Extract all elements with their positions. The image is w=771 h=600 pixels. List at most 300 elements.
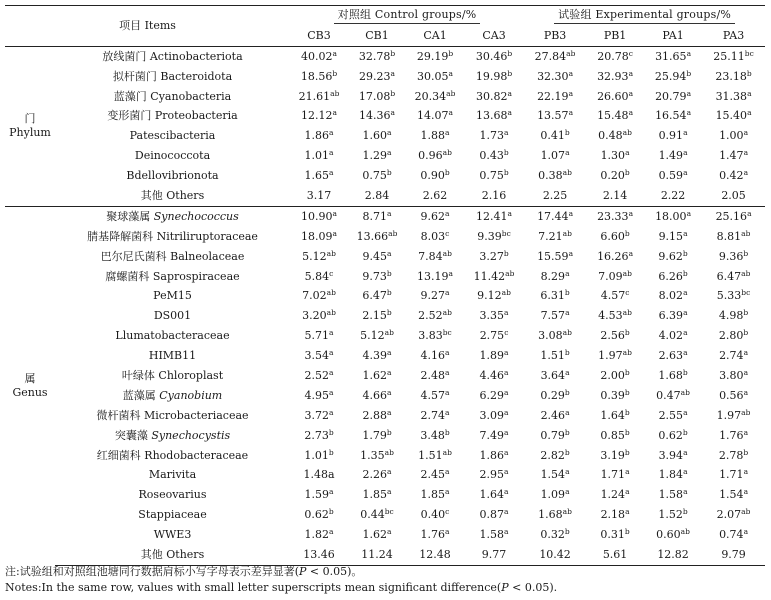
significance-superscript: a: [387, 348, 392, 358]
table-row: [5, 46, 765, 66]
table-row: [5, 465, 765, 485]
significance-superscript: b: [624, 367, 630, 377]
value-cell: 2.56$^b$: [600, 328, 630, 343]
value-cell: 16.26$^a$: [597, 248, 634, 263]
value-cell: 0.47$^{ab}$: [656, 387, 690, 402]
significance-superscript: a: [504, 507, 509, 517]
significance-superscript: a: [387, 367, 392, 377]
value-cell: 0.60$^{ab}$: [656, 527, 690, 542]
table-row: [5, 186, 765, 206]
value-cell: 6.47$^{ab}$: [716, 268, 751, 283]
significance-superscript: a: [387, 527, 392, 537]
items-header: 项目 Items: [5, 6, 290, 47]
value-cell: 2.74$^a$: [420, 407, 450, 422]
value-cell: 26.60$^a$: [597, 88, 634, 103]
value-cell: 2.14: [602, 188, 628, 202]
value-cell: 0.31$^b$: [600, 527, 630, 542]
value-cell: 0.79$^b$: [540, 427, 570, 442]
significance-superscript: c: [445, 507, 450, 517]
significance-superscript: b: [624, 447, 630, 457]
value-cell: 2.73$^b$: [304, 427, 334, 442]
significance-superscript: a: [683, 348, 688, 358]
value-cell: 1.47$^a$: [719, 148, 749, 163]
value-cell: 2.75$^c$: [479, 328, 509, 343]
value-cell: 4.39$^a$: [362, 348, 392, 363]
value-cell: 3.17: [306, 188, 332, 202]
significance-superscript: b: [746, 68, 752, 78]
taxon-name: HIMB11: [148, 349, 197, 363]
value-cell: 6.39$^a$: [658, 308, 688, 323]
value-cell: 13.68$^a$: [476, 108, 513, 123]
value-cell: 3.94$^a$: [658, 447, 688, 462]
significance-superscript: a: [683, 328, 688, 338]
significance-superscript: b: [448, 48, 454, 58]
significance-superscript: c: [625, 288, 630, 298]
significance-superscript: bc: [501, 228, 511, 238]
value-cell: 13.57$^a$: [537, 108, 574, 123]
value-cell: 9.62$^b$: [658, 248, 688, 263]
significance-superscript: a: [565, 148, 570, 158]
value-cell: 2.46$^a$: [540, 407, 570, 422]
table-row: [5, 406, 765, 426]
table-row: [5, 166, 765, 186]
value-cell: 3.54$^a$: [304, 348, 334, 363]
significance-superscript: a: [686, 48, 692, 58]
significance-superscript: b: [564, 128, 570, 138]
column-header-pb1: PB1: [586, 26, 644, 46]
significance-superscript: ab: [446, 88, 456, 98]
significance-superscript: ab: [741, 407, 751, 417]
value-cell: 15.40$^a$: [715, 108, 752, 123]
value-cell: 17.08$^b$: [358, 88, 396, 103]
taxon-name: 聚球藻属 Synechococcus: [55, 206, 290, 226]
significance-superscript: ab: [562, 168, 572, 178]
column-header-cb3: CB3: [290, 26, 348, 46]
taxon-name: Marivita: [148, 468, 197, 482]
significance-superscript: a: [683, 467, 688, 477]
significance-superscript: a: [387, 248, 392, 258]
significance-superscript: ab: [442, 148, 452, 158]
significance-superscript: a: [625, 467, 630, 477]
value-cell: 30.05$^a$: [417, 68, 453, 83]
significance-superscript: a: [625, 487, 630, 497]
value-cell: 2.52$^a$: [304, 367, 334, 382]
significance-superscript: b: [682, 268, 688, 278]
value-cell: 1.71$^a$: [600, 467, 630, 482]
value-cell: 6.26$^b$: [658, 268, 688, 283]
significance-superscript: a: [387, 407, 392, 417]
value-cell: 0.74$^a$: [719, 527, 749, 542]
significance-superscript: a: [445, 407, 450, 417]
taxon-name: PeM15: [153, 289, 192, 303]
value-cell: 7.21$^{ab}$: [538, 228, 572, 243]
value-cell: 11.42$^{ab}$: [473, 268, 515, 283]
significance-superscript: a: [683, 168, 688, 178]
value-cell: 0.40$^c$: [420, 507, 450, 522]
group-label-genus: 属 Genus: [5, 206, 55, 565]
value-cell: 25.94$^b$: [654, 68, 692, 83]
value-cell: 20.78$^c$: [597, 48, 633, 63]
significance-superscript: ab: [388, 228, 398, 238]
significance-superscript: a: [683, 228, 688, 238]
value-cell: 14.07$^a$: [417, 108, 453, 123]
significance-superscript: a: [743, 527, 749, 537]
value-cell: 3.19$^b$: [600, 447, 630, 462]
table-row: [5, 286, 765, 306]
significance-superscript: b: [624, 407, 630, 417]
taxon-name: 其他 Others: [55, 545, 290, 565]
significance-superscript: a: [329, 387, 334, 397]
value-cell: 2.48$^a$: [420, 367, 450, 382]
value-cell: 31.38$^a$: [715, 88, 752, 103]
value-cell: 30.46$^b$: [475, 48, 513, 63]
value-cell: 1.76$^a$: [719, 427, 749, 442]
value-cell: 16.54$^a$: [655, 108, 692, 123]
significance-superscript: ab: [622, 268, 632, 278]
value-cell: 9.39$^{bc}$: [477, 228, 511, 243]
value-cell: 7.02$^{ab}$: [302, 288, 336, 303]
significance-superscript: a: [504, 128, 509, 138]
significance-superscript: ab: [442, 248, 452, 258]
significance-superscript: bc: [744, 48, 754, 58]
value-cell: 2.95$^a$: [479, 467, 509, 482]
value-cell: 5.61: [586, 545, 644, 565]
value-cell: 15.59$^a$: [537, 248, 574, 263]
significance-superscript: b: [564, 288, 570, 298]
significance-superscript: a: [568, 108, 574, 118]
significance-superscript: b: [682, 507, 688, 517]
significance-superscript: a: [329, 148, 334, 158]
value-cell: 1.85$^a$: [420, 487, 450, 502]
significance-superscript: a: [683, 308, 688, 318]
value-cell: 1.59$^a$: [304, 487, 334, 502]
value-cell: 5.84$^c$: [304, 268, 334, 283]
significance-superscript: a: [329, 487, 334, 497]
significance-superscript: a: [628, 108, 634, 118]
value-cell: 27.84$^{ab}$: [534, 48, 576, 63]
column-header-pa1: PA1: [644, 26, 702, 46]
value-cell: 1.30$^a$: [600, 148, 630, 163]
value-cell: 8.71$^a$: [348, 206, 406, 226]
significance-superscript: a: [504, 367, 509, 377]
significance-superscript: b: [386, 168, 392, 178]
significance-superscript: a: [743, 387, 749, 397]
significance-superscript: a: [445, 208, 450, 218]
significance-superscript: b: [386, 288, 392, 298]
significance-superscript: a: [747, 88, 752, 98]
value-cell: 9.27$^a$: [420, 288, 450, 303]
significance-superscript: a: [445, 387, 450, 397]
value-cell: 22.19$^a$: [537, 88, 574, 103]
significance-superscript: a: [504, 527, 509, 537]
value-cell: 9.73$^b$: [362, 268, 392, 283]
significance-superscript: b: [444, 168, 450, 178]
value-cell: 2.00$^b$: [600, 367, 630, 382]
value-cell: 32.30$^a$: [537, 68, 574, 83]
value-cell: 1.29$^a$: [362, 148, 392, 163]
table-row: [5, 87, 765, 107]
significance-superscript: a: [504, 387, 509, 397]
taxon-name: Llumatobacteraceae: [115, 329, 230, 343]
table-row: [5, 446, 765, 466]
value-cell: 30.82$^a$: [476, 88, 513, 103]
significance-superscript: a: [628, 248, 634, 258]
value-cell: 0.44$^{bc}$: [360, 507, 394, 522]
value-cell: 5.33$^{bc}$: [716, 288, 751, 303]
significance-superscript: b: [390, 88, 396, 98]
value-cell: 9.36$^b$: [718, 248, 749, 263]
value-cell: 1.79$^b$: [362, 427, 392, 442]
value-cell: 1.84$^a$: [658, 467, 688, 482]
value-cell: 2.52$^{ab}$: [418, 308, 452, 323]
value-cell: 1.58$^a$: [479, 527, 509, 542]
significance-superscript: a: [387, 467, 392, 477]
value-cell: 1.62$^a$: [362, 367, 392, 382]
value-cell: 2.88$^a$: [362, 407, 392, 422]
value-cell: 3.48$^b$: [420, 427, 450, 442]
significance-superscript: ab: [326, 308, 336, 318]
significance-superscript: a: [683, 407, 688, 417]
value-cell: 0.59$^a$: [658, 168, 688, 183]
value-cell: 3.72$^a$: [304, 407, 334, 422]
significance-superscript: a: [743, 487, 749, 497]
note-chinese: 注:试验组和对照组池塘同行数据肩标小写字母表示差异显著(P < 0.05)。: [5, 565, 363, 578]
value-cell: 9.15$^a$: [658, 228, 688, 243]
significance-superscript: a: [565, 467, 570, 477]
value-cell: 1.97$^{ab}$: [598, 348, 632, 363]
value-cell: 1.49$^a$: [658, 148, 688, 163]
value-cell: 3.64$^a$: [540, 367, 570, 382]
value-cell: 1.52$^b$: [658, 507, 688, 522]
value-cell: 4.66$^a$: [362, 387, 392, 402]
significance-superscript: a: [628, 208, 634, 218]
table-row: [5, 386, 765, 406]
taxon-name: 变形菌门 Proteobacteria: [107, 109, 238, 123]
value-cell: 13.46: [290, 545, 348, 565]
significance-superscript: b: [507, 48, 513, 58]
value-cell: 1.54$^a$: [719, 487, 749, 502]
significance-superscript: b: [564, 527, 570, 537]
value-cell: 3.80$^a$: [719, 367, 749, 382]
significance-superscript: b: [444, 427, 450, 437]
control-group-header: 对照组 Control groups/%: [290, 6, 524, 26]
significance-superscript: a: [445, 487, 450, 497]
value-cell: 0.43$^b$: [479, 148, 509, 163]
value-cell: 1.01$^b$: [304, 447, 334, 462]
significance-superscript: ab: [562, 328, 572, 338]
value-cell: 1.82$^a$: [304, 527, 334, 542]
value-cell: 1.76$^a$: [420, 527, 450, 542]
significance-superscript: b: [564, 427, 570, 437]
value-cell: 18.56$^b$: [300, 68, 338, 83]
value-cell: 0.41$^b$: [540, 128, 570, 143]
value-cell: 5.12$^{ab}$: [302, 248, 336, 263]
value-cell: 7.49$^a$: [479, 427, 509, 442]
significance-superscript: a: [686, 208, 692, 218]
value-cell: 20.79$^a$: [655, 88, 692, 103]
value-cell: 25.11$^{bc}$: [713, 48, 754, 63]
significance-superscript: a: [568, 68, 574, 78]
significance-superscript: b: [503, 248, 509, 258]
table-row: [5, 525, 765, 545]
significance-superscript: b: [332, 68, 338, 78]
significance-superscript: ab: [741, 268, 751, 278]
significance-superscript: a: [387, 128, 392, 138]
value-cell: 0.85$^b$: [600, 427, 630, 442]
significance-superscript: a: [743, 128, 749, 138]
value-cell: 4.46$^a$: [479, 367, 509, 382]
significance-superscript: a: [332, 208, 337, 218]
taxon-name: Deinococcota: [134, 149, 211, 163]
table-row: [5, 206, 765, 226]
value-cell: 1.07$^a$: [540, 148, 570, 163]
significance-superscript: a: [743, 168, 749, 178]
value-cell: 2.84: [364, 188, 390, 202]
value-cell: 2.62: [422, 188, 448, 202]
significance-superscript: a: [507, 88, 513, 98]
taxon-name: Patescibacteria: [129, 129, 216, 143]
value-cell: 1.24$^a$: [600, 487, 630, 502]
value-cell: 4.57$^a$: [420, 387, 450, 402]
significance-superscript: a: [565, 268, 570, 278]
significance-superscript: ab: [622, 308, 632, 318]
significance-superscript: c: [504, 328, 509, 338]
significance-superscript: b: [682, 248, 688, 258]
value-cell: 9.12$^{ab}$: [477, 288, 511, 303]
significance-superscript: b: [564, 447, 570, 457]
value-cell: 4.57$^c$: [600, 288, 630, 303]
significance-superscript: ab: [501, 288, 511, 298]
significance-superscript: a: [686, 108, 692, 118]
value-cell: 1.01$^a$: [304, 148, 334, 163]
value-cell: 1.71$^a$: [719, 467, 749, 482]
significance-superscript: a: [683, 447, 688, 457]
value-cell: 1.68$^{ab}$: [538, 507, 572, 522]
significance-superscript: ab: [442, 447, 452, 457]
value-cell: 2.18$^a$: [600, 507, 630, 522]
significance-superscript: a: [568, 208, 574, 218]
value-cell: 3.83$^{bc}$: [418, 328, 452, 343]
value-cell: 19.98$^b$: [475, 68, 513, 83]
value-cell: 0.91$^a$: [658, 128, 688, 143]
significance-superscript: ab: [741, 228, 751, 238]
significance-superscript: a: [743, 427, 749, 437]
value-cell: 20.34$^{ab}$: [414, 88, 456, 103]
value-cell: 14.36$^a$: [359, 108, 395, 123]
value-cell: 29.19$^b$: [416, 48, 454, 63]
significance-superscript: b: [564, 348, 570, 358]
table-row: [5, 247, 765, 267]
significance-superscript: b: [743, 328, 749, 338]
significance-superscript: b: [624, 427, 630, 437]
value-cell: 1.88$^a$: [420, 128, 450, 143]
value-cell: 2.16: [481, 188, 507, 202]
significance-superscript: a: [747, 208, 752, 218]
significance-superscript: a: [747, 108, 752, 118]
value-cell: 15.48$^a$: [597, 108, 634, 123]
value-cell: 1.35$^{ab}$: [360, 447, 394, 462]
significance-superscript: bc: [384, 507, 394, 517]
significance-superscript: b: [564, 387, 570, 397]
significance-superscript: b: [390, 48, 396, 58]
taxon-name: 微杆菌科 Microbacteriaceae: [96, 408, 249, 422]
value-cell: 7.84$^{ab}$: [418, 248, 452, 263]
value-cell: 0.87$^a$: [479, 507, 509, 522]
value-cell: 32.78$^b$: [358, 48, 396, 63]
taxon-name: 其他 Others: [140, 188, 205, 202]
group-label-phylum: 门 Phylum: [9, 112, 51, 140]
value-cell: 2.74$^a$: [719, 348, 749, 363]
value-cell: 2.26$^a$: [362, 467, 392, 482]
significance-superscript: a: [329, 168, 334, 178]
significance-superscript: a: [332, 48, 337, 58]
value-cell: 1.48a: [303, 468, 335, 482]
value-cell: 0.56$^a$: [719, 387, 749, 402]
value-cell: 3.35$^a$: [479, 308, 509, 323]
significance-superscript: b: [743, 447, 749, 457]
value-cell: 32.93$^a$: [597, 68, 634, 83]
column-header-pa3: PA3: [702, 26, 765, 46]
significance-superscript: a: [390, 108, 395, 118]
significance-superscript: ab: [622, 348, 632, 358]
significance-superscript: b: [743, 248, 749, 258]
table-row: [5, 146, 765, 166]
significance-superscript: a: [329, 348, 334, 358]
value-cell: 29.23$^a$: [359, 68, 395, 83]
significance-superscript: a: [387, 387, 392, 397]
significance-superscript: ab: [384, 447, 394, 457]
significance-superscript: a: [683, 128, 688, 138]
taxon-name: 巴尔尼氏菌科 Balneolaceae: [100, 249, 245, 263]
value-cell: 3.09$^a$: [479, 407, 509, 422]
value-cell: 6.47$^b$: [362, 288, 392, 303]
significance-superscript: c: [628, 48, 633, 58]
value-cell: 12.12$^a$: [301, 108, 337, 123]
significance-superscript: a: [504, 487, 509, 497]
significance-superscript: a: [504, 407, 509, 417]
value-cell: 6.29$^a$: [479, 387, 509, 402]
taxon-name: WWE3: [153, 528, 192, 542]
value-cell: 40.02$^a$: [301, 48, 337, 63]
significance-superscript: b: [624, 527, 630, 537]
significance-superscript: b: [624, 387, 630, 397]
value-cell: 7.09$^{ab}$: [598, 268, 632, 283]
value-cell: 8.03$^c$: [420, 228, 450, 243]
value-cell: 0.42$^a$: [719, 168, 749, 183]
significance-superscript: a: [628, 88, 634, 98]
table-row: [5, 106, 765, 126]
value-cell: 12.41$^a$: [464, 206, 524, 226]
significance-superscript: ab: [326, 248, 336, 258]
value-cell: 0.75$^b$: [362, 168, 392, 183]
value-cell: 13.66$^{ab}$: [356, 228, 398, 243]
significance-superscript: a: [445, 467, 450, 477]
significance-superscript: b: [386, 427, 392, 437]
value-cell: 0.62$^b$: [658, 427, 688, 442]
significance-superscript: a: [504, 447, 509, 457]
significance-superscript: b: [386, 268, 392, 278]
taxon-name: 腈基降解菌科 Nitriliruptoraceae: [87, 229, 258, 243]
significance-superscript: b: [328, 427, 334, 437]
significance-superscript: a: [625, 148, 630, 158]
value-cell: 9.45$^a$: [362, 248, 392, 263]
significance-superscript: ab: [741, 507, 751, 517]
significance-superscript: b: [386, 308, 392, 318]
column-header-ca3: CA3: [464, 26, 524, 46]
significance-superscript: b: [686, 68, 692, 78]
value-cell: 3.20$^{ab}$: [302, 308, 336, 323]
value-cell: 0.96$^{ab}$: [418, 148, 452, 163]
